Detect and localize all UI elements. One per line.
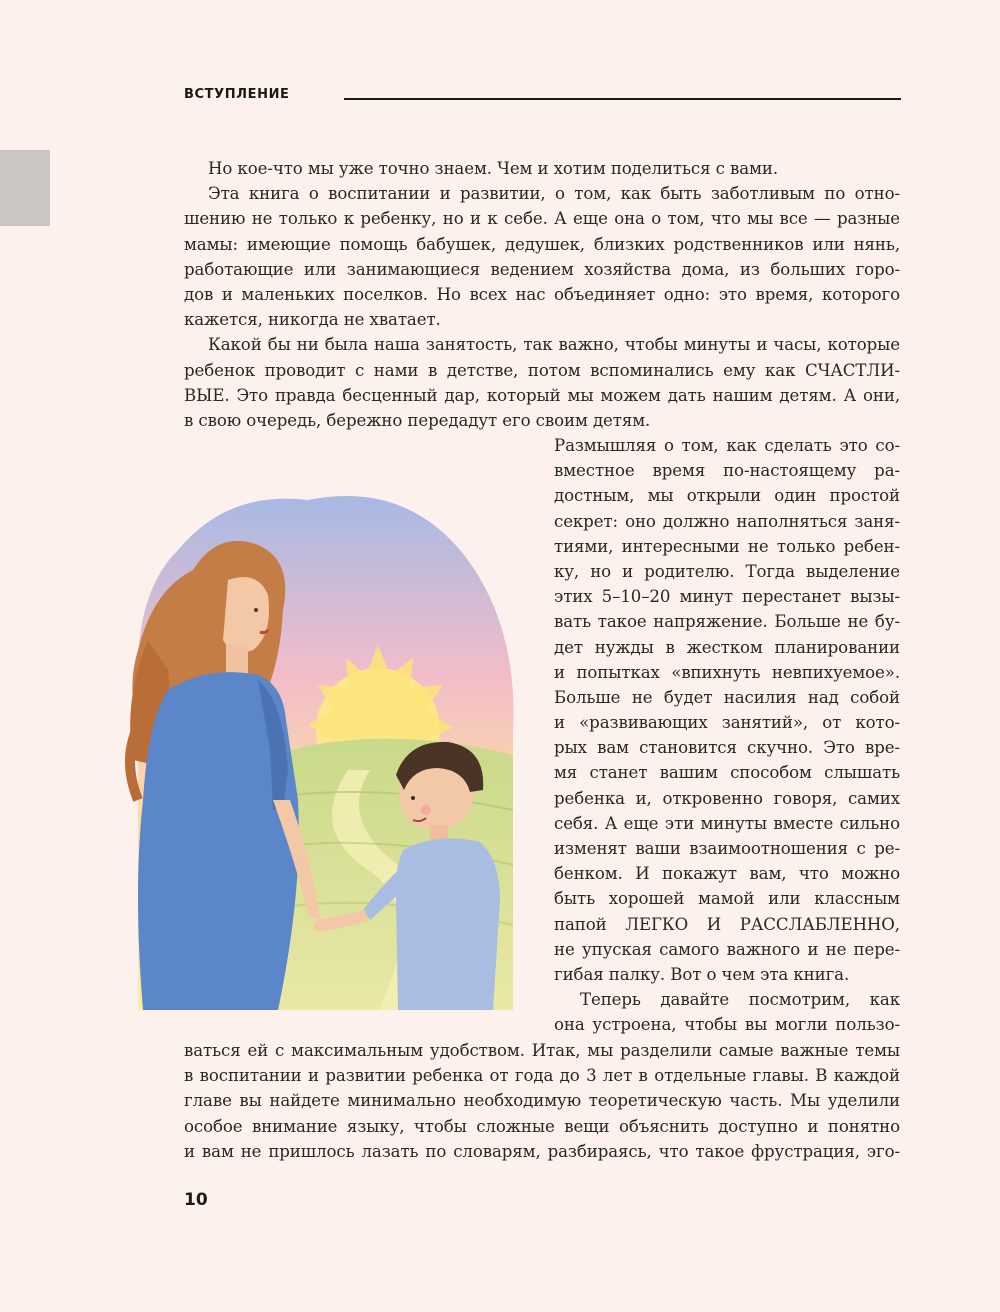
text-line: Но кое-что мы уже точно знаем. Чем и хотим поделиться с вами. [208, 159, 779, 178]
text-line: этих 5–10–20 минут перестанет вызы- [554, 587, 900, 607]
text-line: Больше не будет насилия над собой [554, 687, 900, 707]
text-line: не упуская самого важного и не пере- [554, 939, 900, 959]
text-line: быть хорошей мамой или классным [554, 889, 900, 909]
text-line: работающие или занимающиеся ведением хозяйства дома, из больших горо- [184, 259, 900, 279]
top-paragraphs [184, 156, 900, 433]
text-line: себя. А еще эти минуты вместе сильно [554, 813, 900, 833]
text-line: секрет: оно должно наполняться заня- [554, 511, 900, 531]
text-line: вать такое напряжение. Больше не бу- [554, 612, 900, 632]
text-line: достным, мы открыли один простой [554, 486, 900, 506]
text-line: Теперь давайте посмотрим, как [580, 990, 900, 1010]
text-line: мамы: имеющие помощь бабушек, дедушек, близких родственников или нянь, [184, 234, 900, 254]
text-line: вместное время по-настоящему ра- [554, 461, 900, 481]
text-line: особое внимание языку, чтобы сложные вещи объяснить доступно и понятно [184, 1116, 900, 1136]
text-line: ку, но и родителю. Тогда выделение [554, 561, 900, 581]
text-line: папой ЛЕГКО И РАССЛАБЛЕННО, [554, 914, 900, 934]
text-line: ребенок проводит с нами в детстве, потом вспоминались ему как СЧАСТЛИ- [184, 360, 900, 380]
text-line: Размышляя о том, как сделать это со- [554, 436, 900, 455]
text-line: гибая палку. Вот о чем эта книга. [554, 964, 850, 984]
text-line: тиями, интересными не только ребен- [554, 536, 900, 556]
text-line: ВЫЕ. Это правда бесценный дар, который мы можем дать нашим детям. А они, [184, 385, 900, 405]
mother-and-son-illustration [108, 470, 530, 1010]
text-line: Эта книга о воспитании и развитии, о том, как быть заботливым по отно- [208, 184, 900, 204]
text-line: в свою очередь, бережно передадут его своим детям. [184, 410, 651, 430]
text-line: и вам не пришлось лазать по словарям, разбираясь, что такое фрустрация, эго- [184, 1141, 900, 1161]
text-line: мя станет вашим способом слышать [554, 763, 900, 783]
header-rule [344, 98, 901, 100]
text-line: и попытках «впихнуть невпихуемое». [554, 662, 900, 682]
text-line: в воспитании и развитии ребенка от года до 3 лет в отдельные главы. В каждой [184, 1066, 900, 1086]
text-line: рых вам становится скучно. Это вре- [554, 738, 900, 758]
text-line: главе вы найдете минимально необходимую теоретическую часть. Мы уделили [184, 1091, 900, 1111]
text-line: ваться ей с максимальным удобством. Итак, мы разделили самые важные темы [184, 1041, 900, 1060]
chapter-tab-marker [0, 150, 50, 226]
page-number: 10 [184, 1190, 208, 1210]
section-title: ВСТУПЛЕНИЕ [184, 87, 290, 102]
text-line: дет нужды в жестком планировании [554, 637, 900, 657]
text-line: она устроена, чтобы вы могли пользо- [554, 1015, 900, 1035]
text-line: ребенка и, откровенно говоря, самих [554, 788, 900, 808]
text-line: изменят ваши взаимоотношения с ре- [554, 839, 900, 858]
text-line: шению не только к ребенку, но и к себе. А еще она о том, что мы все — разные [184, 209, 900, 229]
bottom-paragraph [184, 1038, 900, 1164]
text-line: дов и маленьких поселков. Но всех нас объединяет одно: это время, которого [184, 284, 900, 304]
side-column-text [554, 433, 900, 1038]
text-line: бенком. И покажут вам, что можно [554, 864, 900, 884]
text-line: кажется, никогда не хватает. [184, 310, 441, 330]
text-line: и «развивающих занятий», от кото- [554, 713, 900, 733]
text-line: Какой бы ни была наша занятость, так важно, чтобы минуты и часы, которые [208, 335, 900, 355]
